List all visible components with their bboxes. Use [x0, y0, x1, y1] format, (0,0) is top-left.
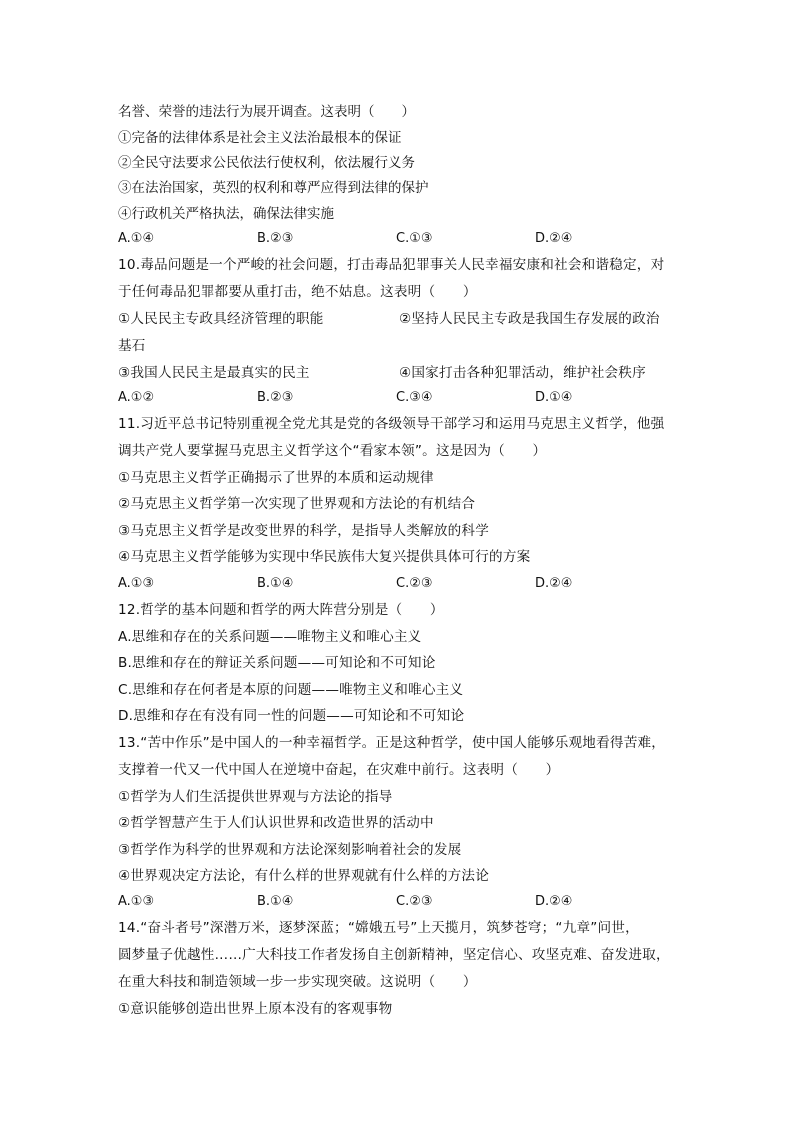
- q12-option-a: A.思维和存在的关系问题——唯物主义和唯心主义: [118, 629, 422, 645]
- q13-option-b: B.①④: [257, 894, 294, 909]
- q13-statement-4: ④世界观决定方法论，有什么样的世界观就有什么样的方法论: [118, 868, 490, 884]
- q13-stem-line-2: 支撑着一代又一代中国人在逆境中奋起，在灾难中前行。这表明（ ）: [118, 762, 560, 778]
- q11-statement-3: ③马克思主义哲学是改变世界的科学，是指导人类解放的科学: [118, 523, 490, 539]
- q9-option-b: B.②③: [257, 231, 294, 246]
- q11-option-b: B.①④: [257, 576, 294, 591]
- q11-statement-1: ①马克思主义哲学正确揭示了世界的本质和运动规律: [118, 470, 434, 486]
- q11-statement-2: ②马克思主义哲学第一次实现了世界观和方法论的有机结合: [118, 496, 476, 512]
- q12-option-c: C.思维和存在何者是本原的问题——唯物主义和唯心主义: [118, 682, 464, 698]
- q10-option-c: C.③④: [396, 390, 433, 405]
- q11-statement-4: ④马克思主义哲学能够为实现中华民族伟大复兴提供具体可行的方案: [118, 549, 531, 565]
- q14-stem-line-2: 圆梦量子优越性……广大科技工作者发扬自主创新精神，坚定信心、攻坚克难、奋发进取，: [118, 947, 670, 963]
- q11-stem-line-1: 11.习近平总书记特别重视全党尤其是党的各级领导干部学习和运用马克思主义哲学，他强: [118, 416, 665, 432]
- q10-stem-line-1: 10.毒品问题是一个严峻的社会问题，打击毒品犯罪事关人民幸福安康和社会和谐稳定，对: [118, 257, 665, 273]
- q13-option-d: D.②④: [535, 894, 573, 909]
- q14-statement-1: ①意识能够创造出世界上原本没有的客观事物: [118, 1001, 393, 1017]
- q10-statement-2-cont: 基石: [118, 338, 146, 354]
- q10-statement-2: ②坚持人民民主专政是我国生存发展的政治: [399, 311, 660, 327]
- q12-option-d: D.思维和存在有没有同一性的问题——可知论和不可知论: [118, 708, 465, 724]
- q11-stem-line-2: 调共产党人要掌握马克思主义哲学这个“看家本领”。这是因为（ ）: [118, 443, 547, 459]
- q9-statement-1: ①完备的法律体系是社会主义法治最根本的保证: [118, 130, 402, 146]
- q10-stem-line-2: 于任何毒品犯罪都要从重打击，绝不姑息。这表明（ ）: [118, 284, 477, 300]
- q13-option-a: A.①③: [118, 894, 155, 909]
- q13-statement-2: ②哲学智慧产生于人们认识世界和改造世界的活动中: [118, 815, 434, 831]
- q12-stem: 12.哲学的基本问题和哲学的两大阵营分别是（ ）: [118, 602, 444, 618]
- q9-statement-3: ③在法治国家，英烈的权利和尊严应得到法律的保护: [118, 180, 429, 196]
- q13-option-c: C.②③: [396, 894, 433, 909]
- q10-option-d: D.①④: [535, 390, 573, 405]
- q13-stem-line-1: 13.“苦中作乐”是中国人的一种幸福哲学。正是这种哲学，使中国人能够乐观地看得苦难，: [118, 735, 666, 751]
- q10-option-a: A.①②: [118, 390, 155, 405]
- q9-stem-tail: 名誉、荣誉的违法行为展开调查。这表明（ ）: [118, 104, 415, 120]
- q14-stem-line-3: 在重大科技和制造领域一步一步实现突破。这说明（ ）: [118, 974, 477, 990]
- q11-option-c: C.②③: [396, 576, 433, 591]
- q9-option-d: D.②④: [535, 231, 573, 246]
- q9-option-a: A.①④: [118, 231, 155, 246]
- q10-option-b: B.②③: [257, 390, 294, 405]
- q10-statement-4: ④国家打击各种犯罪活动，维护社会秩序: [399, 365, 646, 381]
- q13-statement-3: ③哲学作为科学的世界观和方法论深刻影响着社会的发展: [118, 842, 462, 858]
- q10-statement-3: ③我国人民民主是最真实的民主: [118, 365, 310, 381]
- q14-stem-line-1: 14.“奋斗者号”深潜万米，逐梦深蓝；“嫦娥五号”上天揽月，筑梦苍穹；“九章”问世，: [118, 920, 639, 936]
- q10-statement-1: ①人民民主专政具经济管理的职能: [118, 311, 324, 327]
- q12-option-b: B.思维和存在的辩证关系问题——可知论和不可知论: [118, 655, 436, 671]
- q11-option-a: A.①③: [118, 576, 155, 591]
- q9-option-c: C.①③: [396, 231, 433, 246]
- q11-option-d: D.②④: [535, 576, 573, 591]
- q13-statement-1: ①哲学为人们生活提供世界观与方法论的指导: [118, 789, 393, 805]
- q9-statement-2: ②全民守法要求公民依法行使权利，依法履行义务: [118, 155, 415, 171]
- q9-statement-4: ④行政机关严格执法，确保法律实施: [118, 206, 334, 222]
